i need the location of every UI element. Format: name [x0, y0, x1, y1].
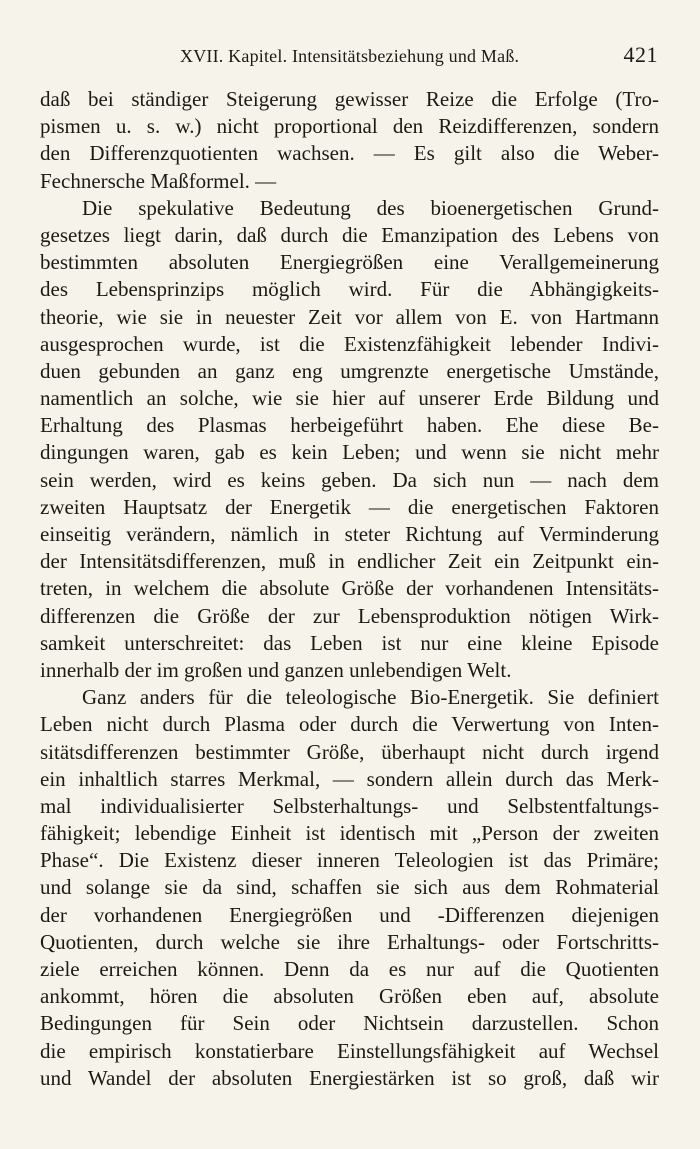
text-line: ankommt, hören die absoluten Größen eben auf, absolute: [40, 984, 659, 1009]
text-line: sein werden, wird es keins geben. Da sich nun — nach dem: [40, 467, 659, 492]
text-line: Quotienten, durch welche sie ihre Erhaltungs- oder Fortschritts-: [40, 929, 659, 954]
text-line: daß bei ständiger Steigerung gewisser Reize die Erfolge (Tro-: [40, 87, 659, 111]
text-line: differenzen die Größe der zur Lebensproduktion nötigen Wirk-: [40, 603, 659, 628]
text-line: und Wandel der absoluten Energiestärken ist so groß, daß wir: [40, 1065, 659, 1090]
page-number: 421: [623, 42, 658, 67]
text-line: des Lebensprinzips möglich wird. Für die Abhängigkeits-: [40, 277, 659, 302]
text-line: mal individualisierter Selbsterhaltungs- und Selbstentfaltungs-: [40, 793, 659, 818]
text-line: ziele erreichen können. Denn da es nur auf die Quotienten: [40, 957, 659, 981]
text-line: einseitig verändern, nämlich in steter Richtung auf Verminderung: [40, 522, 659, 546]
text-line: Phase“. Die Existenz dieser inneren Teleologien ist das Primäre;: [40, 848, 659, 873]
text-line: zweiten Hauptsatz der Energetik — die energetischen Faktoren: [40, 494, 659, 519]
text-line: pismen u. s. w.) nicht proportional den Reizdifferenzen, sondern: [40, 114, 659, 139]
text-line: gesetzes liegt darin, daß durch die Emanzipation des Lebens von: [40, 222, 659, 247]
text-line: treten, in welchem die absolute Größe der vorhandenen Intensitäts-: [40, 576, 659, 601]
text-line: der vorhandenen Energiegrößen und -Differenzen diejenigen: [40, 902, 659, 927]
text-line: der Intensitätsdifferenzen, muß in endlicher Zeit ein Zeitpunkt ein-: [40, 549, 659, 574]
text-line: Ganz anders für die teleologische Bio-Energetik. Sie definiert: [82, 685, 659, 710]
text-line: samkeit unterschreitet: das Leben ist nur eine kleine Episode: [40, 630, 659, 655]
chapter-header-title: XVII. Kapitel. Intensitätsbeziehung und Maß.: [180, 46, 520, 66]
text-line: duen gebunden an ganz eng umgrenzte energetische Umstände,: [40, 358, 659, 383]
text-line: ein inhaltlich starres Merkmal, — sondern allein durch das Merk-: [40, 766, 659, 791]
body-text: [40, 86, 659, 1092]
text-line: Die spekulative Bedeutung des bioenergetischen Grund-: [82, 195, 659, 220]
text-line: und solange sie da sind, schaffen sie sich aus dem Rohmaterial: [40, 875, 659, 900]
text-line: Leben nicht durch Plasma oder durch die Verwertung von Inten-: [40, 712, 659, 737]
text-line: Erhaltung des Plasmas herbeigeführt haben. Ehe diese Be-: [40, 413, 659, 438]
text-line: dingungen waren, gab es kein Leben; und wenn sie nicht mehr: [40, 440, 659, 465]
text-line: bestimmten absoluten Energiegrößen eine Verallgemeinerung: [40, 250, 659, 275]
text-line: Fechnersche Maßformel. —: [40, 168, 277, 193]
text-line: die empirisch konstatierbare Einstellungsfähigkeit auf Wechsel: [40, 1038, 659, 1063]
text-line: theorie, wie sie in neuester Zeit vor allem von E. von Hartmann: [40, 304, 659, 329]
text-line: den Differenzquotienten wachsen. — Es gilt also die Weber-: [40, 141, 659, 166]
text-line: Bedingungen für Sein oder Nichtsein darzustellen. Schon: [40, 1011, 659, 1036]
running-header: [40, 40, 660, 72]
text-line: namentlich an solche, wie sie hier auf unserer Erde Bildung und: [40, 386, 659, 411]
text-line: innerhalb der im großen und ganzen unlebendigen Welt.: [40, 657, 512, 682]
text-line: fähigkeit; lebendige Einheit ist identisch mit „Person der zweiten: [40, 821, 659, 846]
text-line: ausgesprochen wurde, ist die Existenzfähigkeit lebender Indivi-: [40, 331, 659, 356]
text-line: sitätsdifferenzen bestimmter Größe, überhaupt nicht durch irgend: [40, 739, 659, 764]
